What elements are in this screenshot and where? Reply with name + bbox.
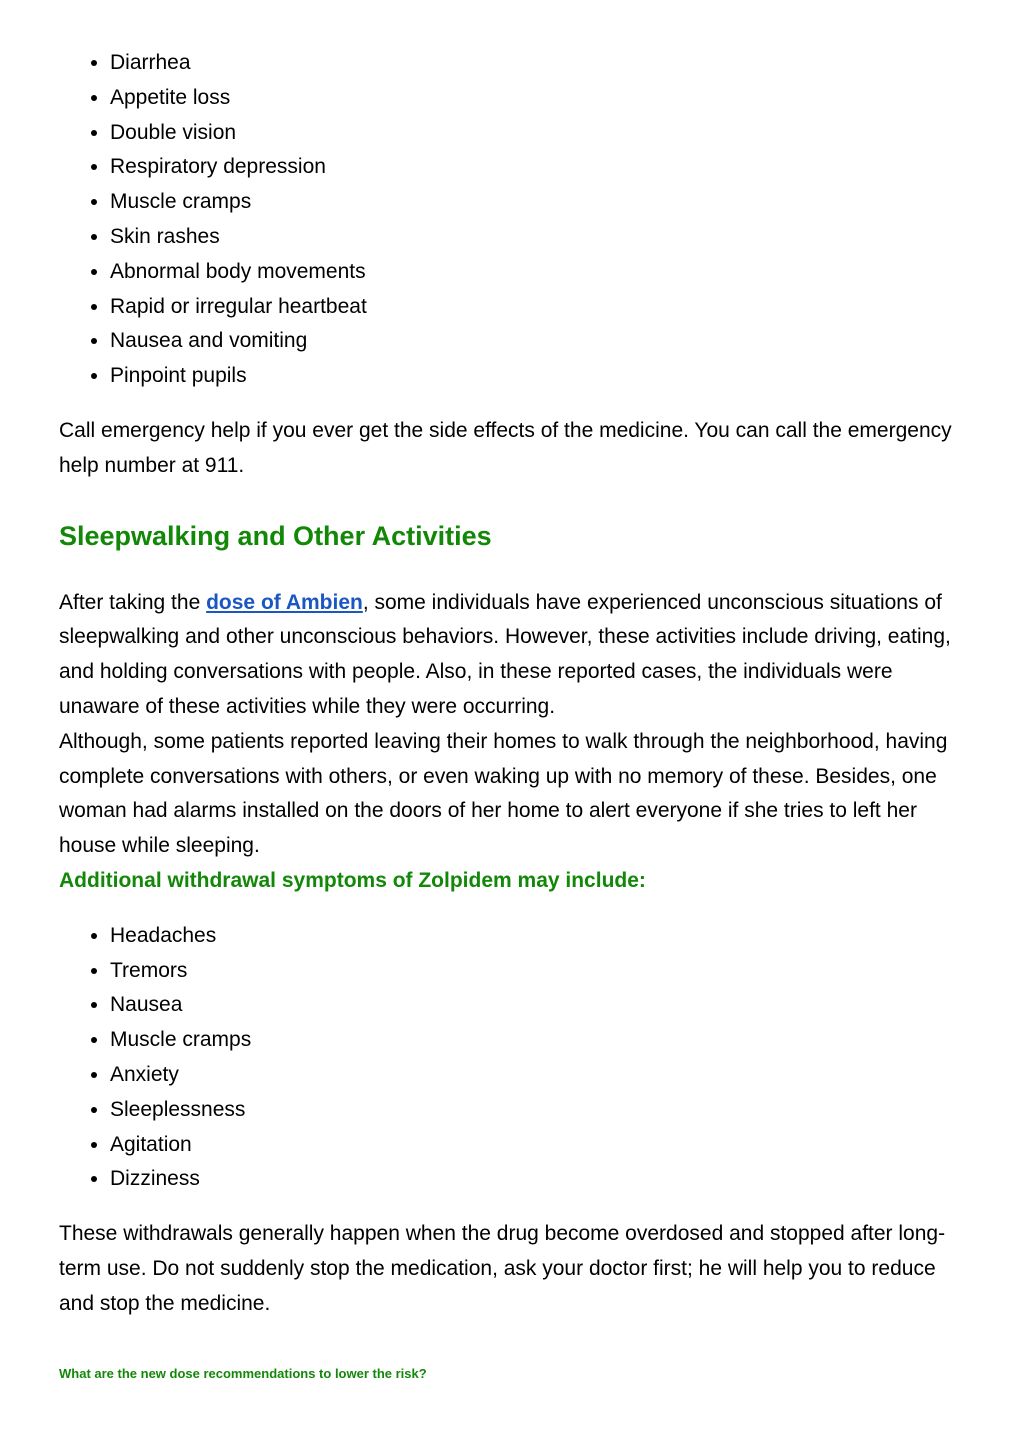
dose-question-heading: What are the new dose recommendations to lower the risk?: [59, 1365, 427, 1381]
withdrawal-symptoms-list: [59, 919, 959, 1197]
withdrawal-paragraph: These withdrawals generally happen when the drug become overdosed and stopped after long-term use. Do not suddenly stop the medication, ask your doctor first; he will help you to reduce and stop the medicine.: [59, 1222, 946, 1315]
list-item: • Sleeplessness: [110, 1093, 959, 1128]
list-item: • Muscle cramps: [110, 185, 959, 220]
list-item: • Anxiety: [110, 1058, 959, 1093]
article-content: [59, 46, 959, 1384]
list-item: • Muscle cramps: [110, 1023, 959, 1058]
dose-of-ambien-link[interactable]: dose of Ambien: [206, 590, 363, 614]
list-item: • Dizziness: [110, 1162, 959, 1197]
list-item: • Diarrhea: [110, 46, 959, 81]
list-item: • Headaches: [110, 919, 959, 954]
list-item: • Double vision: [110, 116, 959, 151]
list-item: • Abnormal body movements: [110, 255, 959, 290]
sleepwalking-heading: Sleepwalking and Other Activities: [59, 520, 492, 551]
list-item: • Respiratory depression: [110, 150, 959, 185]
list-item: • Agitation: [110, 1128, 959, 1163]
emergency-paragraph: Call emergency help if you ever get the side effects of the medicine. You can call the emergency help number at 911.: [59, 418, 952, 477]
paragraph-text-before-link: After taking the: [59, 590, 207, 614]
list-item: • Nausea and vomiting: [110, 324, 959, 359]
list-item: • Rapid or irregular heartbeat: [110, 290, 959, 325]
paragraph-text-after-link: , some individuals have experienced unconscious situations of sleepwalking and other unconscious behaviors. However, these activities include driving, eating, and holding conversations with people. Also, in these reported cases, the individuals were unaware of these activities while they were occurring.: [59, 590, 951, 718]
list-item: • Nausea: [110, 988, 959, 1023]
list-item: • Appetite loss: [110, 81, 959, 116]
side-effects-list: [59, 46, 959, 394]
although-paragraph: Although, some patients reported leaving their homes to walk through the neighborhood, having complete conversations with others, or even waking up with no memory of these. Besides, one woman had alarms installed on the doors of her home to alert everyone if she tries to left her house while sleeping.: [59, 729, 948, 858]
list-item: • Skin rashes: [110, 220, 959, 255]
list-item: • Tremors: [110, 954, 959, 989]
list-item: • Pinpoint pupils: [110, 359, 959, 394]
sleepwalking-paragraph: [59, 586, 959, 725]
withdrawal-subheading: Additional withdrawal symptoms of Zolpidem may include:: [59, 868, 646, 892]
